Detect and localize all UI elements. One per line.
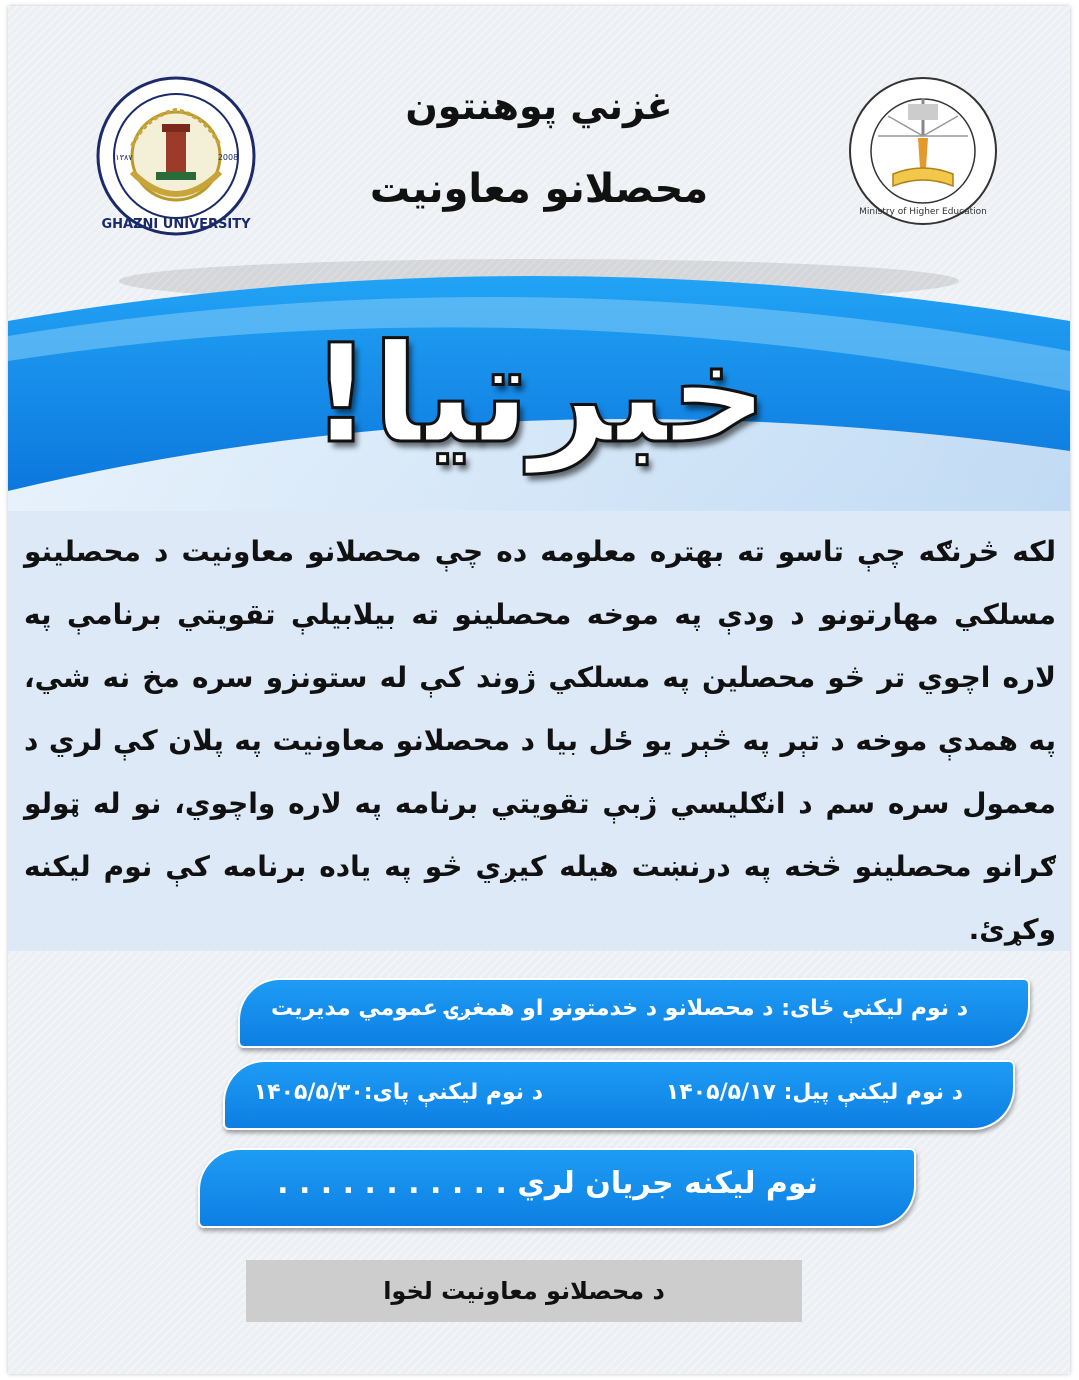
svg-text:۱۳۸۷: ۱۳۸۷ xyxy=(115,153,133,162)
registration-location-tab xyxy=(238,978,1030,1048)
registration-status-tab xyxy=(198,1148,916,1228)
alert-title: خبرتیا! xyxy=(310,316,768,474)
registration-location: د نوم لیکنې ځای: د محصلانو د خدمتونو او همغږۍ عمومي مدیریت xyxy=(270,996,968,1021)
university-name: غزني پوهنتون xyxy=(405,84,673,128)
svg-text:2008: 2008 xyxy=(217,153,239,162)
seal-caption: Ministry of Higher Education xyxy=(859,207,987,217)
seal-caption: GHAZNI UNIVERSITY xyxy=(101,217,251,232)
department-name: محصلانو معاونیت xyxy=(369,166,709,212)
issuer-signature: د محصلانو معاونیت لخوا xyxy=(246,1260,802,1322)
registration-status: نوم لیکنه جریان لري . . . . . . . . . . . xyxy=(277,1166,818,1201)
registration-dates-tab xyxy=(223,1060,1015,1130)
notice-paragraph: لکه څرنګه چې تاسو ته بهتره معلومه ده چې محصلانو معاونیت د محصلینو مسلکي مهارتونو د ودې په موخه محصلینو ته بیلابیلې تقویتي برنامې په لاره اچوي تر څو محصلین په مسلکي ژوند کې له ستونزو سره مخ نه شي، په همدې موخه د تېر په څېر یو ځل بیا د محصلانو معاونیت په پلان کې لري د معمول سره سم د انګلیسي ژبې تقویتي برنامه په لاره واچوي، نو له ټولو ګرانو محصلینو څخه په درنښت هیله کیږي څو په یاده برنامه کې نوم لیکنه وکړئ. xyxy=(24,535,1056,946)
registration-start: د نوم لیکنې پیل: ۱۴۰۵/۵/۱۷ xyxy=(665,1080,963,1105)
announcement-poster xyxy=(8,6,1070,1374)
registration-end: د نوم لیکنې پای:۱۴۰۵/۵/۳۰ xyxy=(253,1080,543,1105)
